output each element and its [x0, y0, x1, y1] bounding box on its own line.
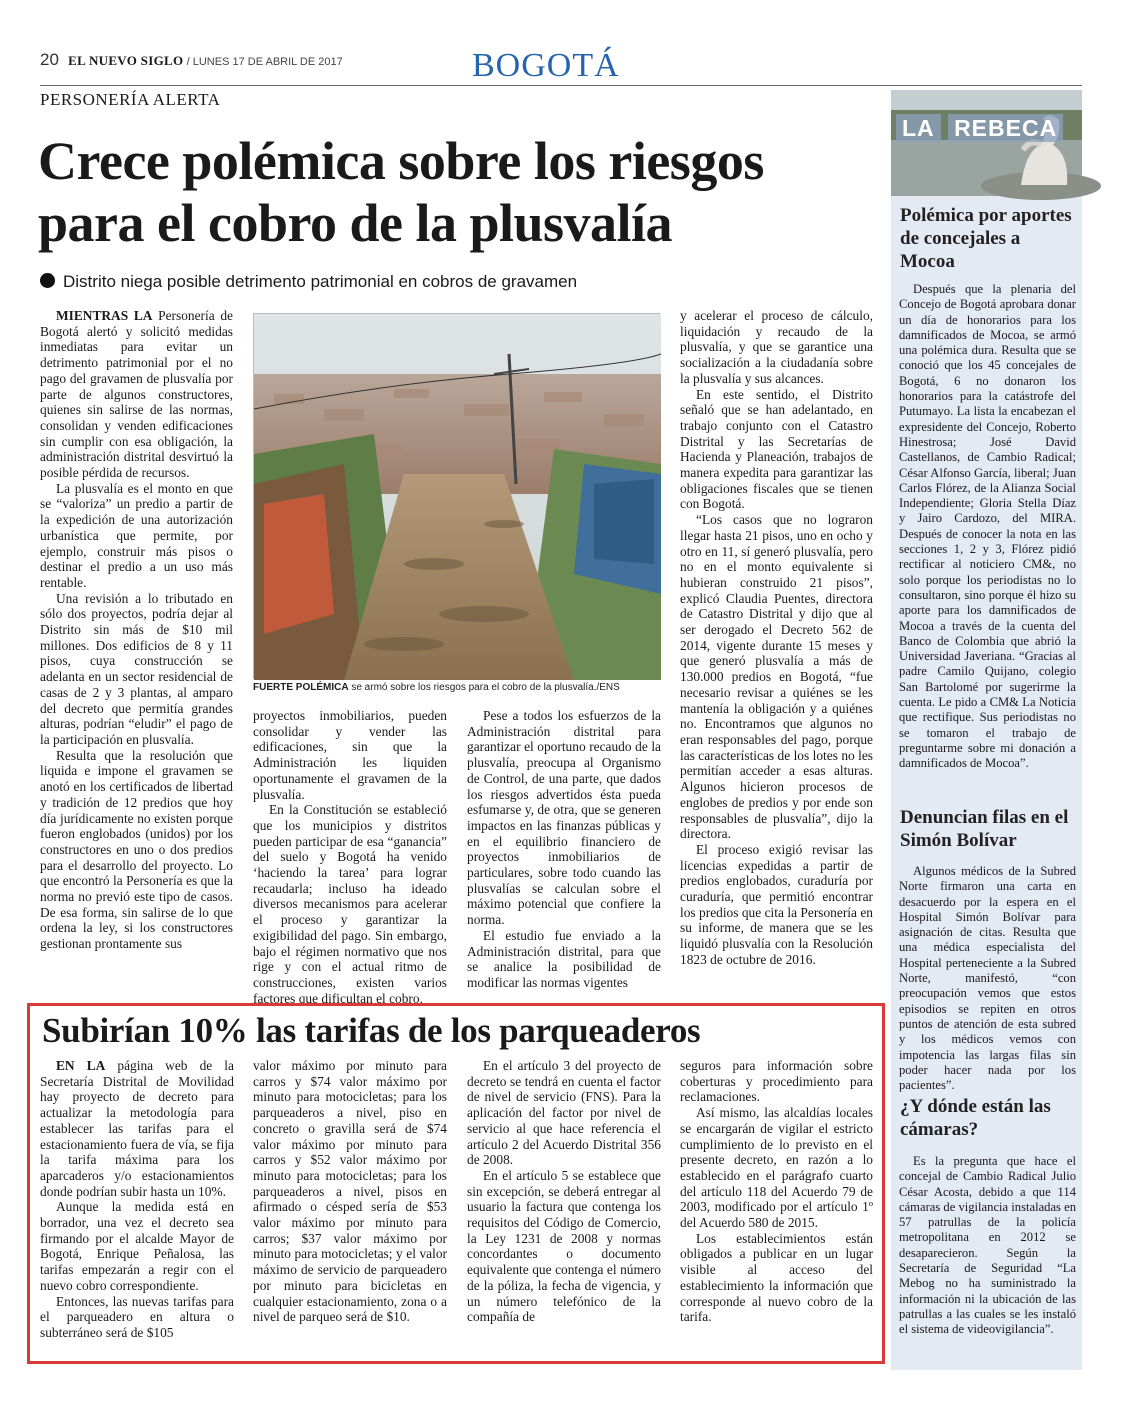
- sidebar-item-heading: Denuncian filas en el Simón Bolívar: [900, 807, 1069, 851]
- story-column-2: [253, 708, 447, 1006]
- bullet-dot-icon: [40, 273, 55, 288]
- story-column-4: [680, 308, 873, 990]
- box-story-headline: Subirían 10% las tarifas de los parqueaderos: [42, 1011, 701, 1050]
- statue-photo: [891, 90, 1082, 196]
- box-column-2: [253, 1058, 447, 1356]
- paragraph: En la Constitución se estableció que los municipios y distritos pueden participar de esa “ganancia” del suelo y Bogotá ha venido ‘haciendo la tarea’ para lograr recaudarla; incluso ha ideado diversos mecanismos para acelerar el proceso y garantizar la exigibilidad del pago. Sin embargo, bajo el régimen normativo que nos rige y con el actual ritmo de construcciones, existen varios factores que dificultan el cobro.: [253, 802, 447, 1006]
- issue-date: / LUNES 17 DE ABRIL DE 2017: [186, 56, 343, 68]
- story-column-3: [467, 708, 661, 990]
- story-subhead: [40, 272, 577, 292]
- sidebar-item-heading: Polémica por aportes de concejales a Mocoa: [900, 205, 1072, 272]
- page-number: 20: [40, 50, 59, 69]
- story-headline: Crece polémica sobre los riesgos para el cobro de la plusvalía: [38, 131, 764, 253]
- newspaper-name: EL NUEVO SIGLO: [68, 53, 184, 68]
- paragraph: Algunos médicos de la Subred Norte firmaron una carta en desacuerdo por la espera en el Hospital Simón Bolívar para asignación de citas. Resulta que una médica especialista del Hospital perteneciente a la Subred Norte, manifestó, “con preocupación vemos que estos episodios se repiten en otros puntos de atención de esta subred y los médicos vemos con impotencia las largas filas sin poder hacer nada por los pacientes”.: [899, 864, 1076, 1093]
- paragraph: seguros para información sobre coberturas y procedimiento para reclamaciones.: [680, 1058, 873, 1105]
- box-column-4: [680, 1058, 873, 1356]
- paragraph: [40, 308, 233, 481]
- sidebar-label-line: REBECA: [948, 114, 1063, 142]
- box-column-1: [40, 1058, 234, 1356]
- sidebar-item-body: [899, 864, 1076, 1093]
- story-subhead-text: Distrito niega posible detrimento patrimonial en cobros de gravamen: [63, 272, 578, 291]
- sidebar-item-heading: ¿Y dónde están las cámaras?: [900, 1096, 1051, 1140]
- story-column-1: [40, 308, 233, 990]
- paragraph: Es la pregunta que hace el concejal de Cambio Radical Julio César Acosta, debido a que 114 cámaras de vigilancia instaladas en 57 patrullas de la policía metropolitana en 2012 se desaparecieron. Según la Secretaría de Seguridad “La Mebog no ha suministrado la información ni la ubicación de las patrullas a las cuales se les instaló el sistema de videovigilancia”.: [899, 1154, 1076, 1337]
- sidebar-label-line: LA: [896, 114, 941, 142]
- header-rule: [40, 85, 1082, 86]
- paragraph: El estudio fue enviado a la Administración distrital, para que se analice la posibilidad de modificar las normas vigentes: [467, 927, 661, 990]
- box-column-3: [467, 1058, 661, 1356]
- paragraph: Una revisión a lo tributado en sólo dos proyectos, podría dejar al Distrito sin más de $10 mil millones. Dos edificios de 8 y 11 pisos, cuya construcción se adelanta en un sector residencial de casas de 2 y 3 plantas, al amparo del decreto que permitía grandes alturas, podrían “eludir” el pago de la participación en plusvalía.: [40, 590, 233, 747]
- paragraph: En el artículo 3 del proyecto de decreto se tendrá en cuenta el factor de nivel de servicio (FNS). Para la aplicación del factor por nivel de servicio al que hace referencia el artículo 2 del Acuerdo Distrital 356 de 2008.: [467, 1058, 661, 1168]
- paragraph: Entonces, las nuevas tarifas para el parqueadero en altura o subterráneo será de $105: [40, 1293, 234, 1340]
- paragraph: Aunque la medida está en borrador, una vez el decreto sea firmando por el alcalde Mayor de Bogotá, Enrique Peñalosa, las tarifas empezarán a regir con el nuevo cobro correspondiente.: [40, 1199, 234, 1293]
- paragraph: En este sentido, el Distrito señaló que se han adelantado, en trabajo conjunto con el Catastro Distrital y las Secretarías de Hacienda y Planeación, trabajos de manera expedita para garantizar las obligaciones fiscales que se tienen con Bogotá.: [680, 386, 873, 512]
- paragraph-text: Personería de Bogotá alertó y solicitó medidas inmediatas para evitar un detrimento patrimonial por el no pago del gravamen de plusvalía por parte de algunos constructores, quienes sin salirse de las normas, consolidan y venden edificaciones sin cumplir con esa obligación, la administración distrital desvirtuó la posible pérdida de recursos.: [40, 308, 233, 481]
- la-rebeca-photo: [891, 90, 1082, 196]
- photo-credit: /ENS: [596, 682, 620, 693]
- section-title: BOGOTÁ: [472, 47, 620, 84]
- caption-text: se armó sobre los riesgos para el cobro de la plusvalía.: [348, 682, 597, 693]
- lead-in: MIENTRAS LA: [56, 308, 153, 323]
- paragraph: La plusvalía es el monto en que se “valoriza” un predio a partir de la expedición de una autorización urbanística que permite, por ejemplo, construir más pisos o destinar el predio a un uso más rentable.: [40, 480, 233, 590]
- caption-lead: FUERTE POLÉMICA: [253, 682, 349, 693]
- paragraph: El proceso exigió revisar las licencias expedidas a partir de predios englobados, curaduría por curaduría, que permitió encontrar los predios que cita la Personería en su informe, de manera que se les liquidó plusvalía con la Resolución 1823 de octubre de 2016.: [680, 841, 873, 967]
- sidebar-item-body: [899, 282, 1076, 792]
- page-header-meta: [40, 50, 343, 70]
- paragraph: Los establecimientos están obligados a publicar en un lugar visible al acceso del establecimiento la información que corresponde al nuevo cobro de la tarifa.: [680, 1230, 873, 1325]
- sidebar-item-body: [899, 1154, 1076, 1364]
- paragraph: [40, 1058, 234, 1199]
- paragraph: Después que la plenaria del Concejo de Bogotá aprobara donar un día de honorarios para los damnificados de Mocoa, se armó una polémica dura. Resulta que se conoció que los 45 concejales de Bogotá, 6 no donaron los honorarios para la catástrofe del Putumayo. La lista la encabezan el expresidente del Concejo, Roberto Hinestrosa; José David Castellanos, de Cambio Radical; César Alfonso García, liberal; Juan Carlos Flórez, de la Alianza Social Independiente; Gloria Stella Díaz y Jairo Cardozo, del MIRA. Después de conocer la nota en las secciones 1, 2 y 3, Flórez pidió rectificar al noticiero CM&, no solo porque los periodistas no lo consultaron, sino porque él hizo su aporte para los damnificados de Mocoa a través de la cuenta del Banco de Colombia que abrió la Universidad Javeriana. “Gracias al padre Camilo Quijano, colegio San Bartolomé por sugerirme la cuenta. Le pido a CM& La Noticia que rectifique. Sus periodistas no se tomaron el trabajo de preguntarme sobre mi donación a damnificados de Mocoa”.: [899, 282, 1076, 771]
- paragraph: y acelerar el proceso de cálculo, liquidación y recaudo de la plusvalía, y que se garantice una socialización a la ciudadanía sobre la plusvalía y sus alcances.: [680, 308, 873, 386]
- paragraph-text: página web de la Secretaría Distrital de Movilidad hay proyecto de decreto para actualizar la metodología para establecer las tarifas para el estacionamiento fuera de vía, se fija la tarifa máxima para los aparcaderos y/o estacionamientos donde podrían subir hasta un 10%.: [40, 1058, 234, 1199]
- story-photo: [253, 313, 660, 679]
- paragraph: Pese a todos los esfuerzos de la Administración distrital para garantizar el oportuno recaudo de la plusvalía, preocupa al Organismo de Control, de una parte, que dados los riesgos advertidos ésta pueda esfumarse y, de otra, que se generen impactos en las finanzas públicas y en el equilibrio financiero de proyectos inmobiliarios de particulares, sobre todo cuando las plusvalías se calculan sobre el máximo potencial que confiere la norma.: [467, 708, 661, 928]
- story-kicker: PERSONERÍA ALERTA: [40, 90, 221, 109]
- hillside-street-photo: [254, 314, 661, 680]
- paragraph: proyectos inmobiliarios, pueden consolidar y vender las edificaciones, sin que la Administración les liquiden oportunamente el gravamen de la plusvalía.: [253, 708, 447, 802]
- paragraph: En el artículo 5 se establece que sin excepción, se deberá entregar al usuario la factura que contenga los requisitos del Código de Comercio, la Ley 1231 de 2008 y normas concordantes o documento equivalente que contenga el número de la póliza, la fecha de vigencia, y un número telefónico de la compañía de: [467, 1167, 661, 1325]
- photo-caption: [253, 682, 660, 693]
- sidebar-label: [896, 114, 1063, 142]
- paragraph: Así mismo, las alcaldías locales se encargarán de vigilar el estricto cumplimiento de lo previsto en el presente decreto, en razón a lo establecido en el parágrafo cuarto del artículo 118 del Acuerdo 79 de 2003, modificado por el artículo 1º del Acuerdo 580 de 2015.: [680, 1105, 873, 1231]
- paragraph: valor máximo por minuto para carros y $74 valor máximo por minuto para motocicletas; para los parqueaderos a nivel, piso en concreto o gravilla será de $74 valor máximo por minuto para carros y $52 valor máximo por minuto para motocicletas; para los parqueaderos a nivel, pisos en afirmado o césped sería de $53 valor máximo por minuto para carros; $37 valor máximo por minuto para motocicletas; y el valor máximo de servicio de parqueadero por minuto para bicicletas en cualquier estacionamiento, zona o a nivel de parqueo será de $10.: [253, 1058, 447, 1325]
- paragraph: Resulta que la resolución que liquida e impone el gravamen se anotó en los certificados de libertad y tradición de 12 predios que hoy día jurídicamente no existen porque fueron englobados (unidos) por los constructores en uno o dos predios para el desarrollo del proyecto. Lo que encontró la Personería es que la norma no previó este tipo de casos. De esa forma, sin salirse de lo que ordena la ley, si los constructores gestionan prontamente sus: [40, 747, 233, 952]
- lead-in: EN LA: [56, 1058, 106, 1073]
- paragraph: “Los casos que no lograron llegar hasta 21 pisos, uno en ocho y otro en 11, sí generó plusvalía, pero no en el monto equivalente si hubieran construido 21 pisos”, explicó Claudia Puentes, directora de Catastro Distrital y dijo que al ser derogado el Decreto 562 de 2014, vigente durante 15 meses y que generó plusvalía a más de 130.000 predios en Bogotá, “fue necesario revisar a quiénes se les mantenía la obligación y a quiénes no. Encontramos que algunos no eran responsables del pago, porque las características de los lotes no les permitían acceder a esas alturas. Algunos hicieron procesos de englobes de predios y por ende son responsables de plusvalía”, dijo la directora.: [680, 512, 873, 842]
